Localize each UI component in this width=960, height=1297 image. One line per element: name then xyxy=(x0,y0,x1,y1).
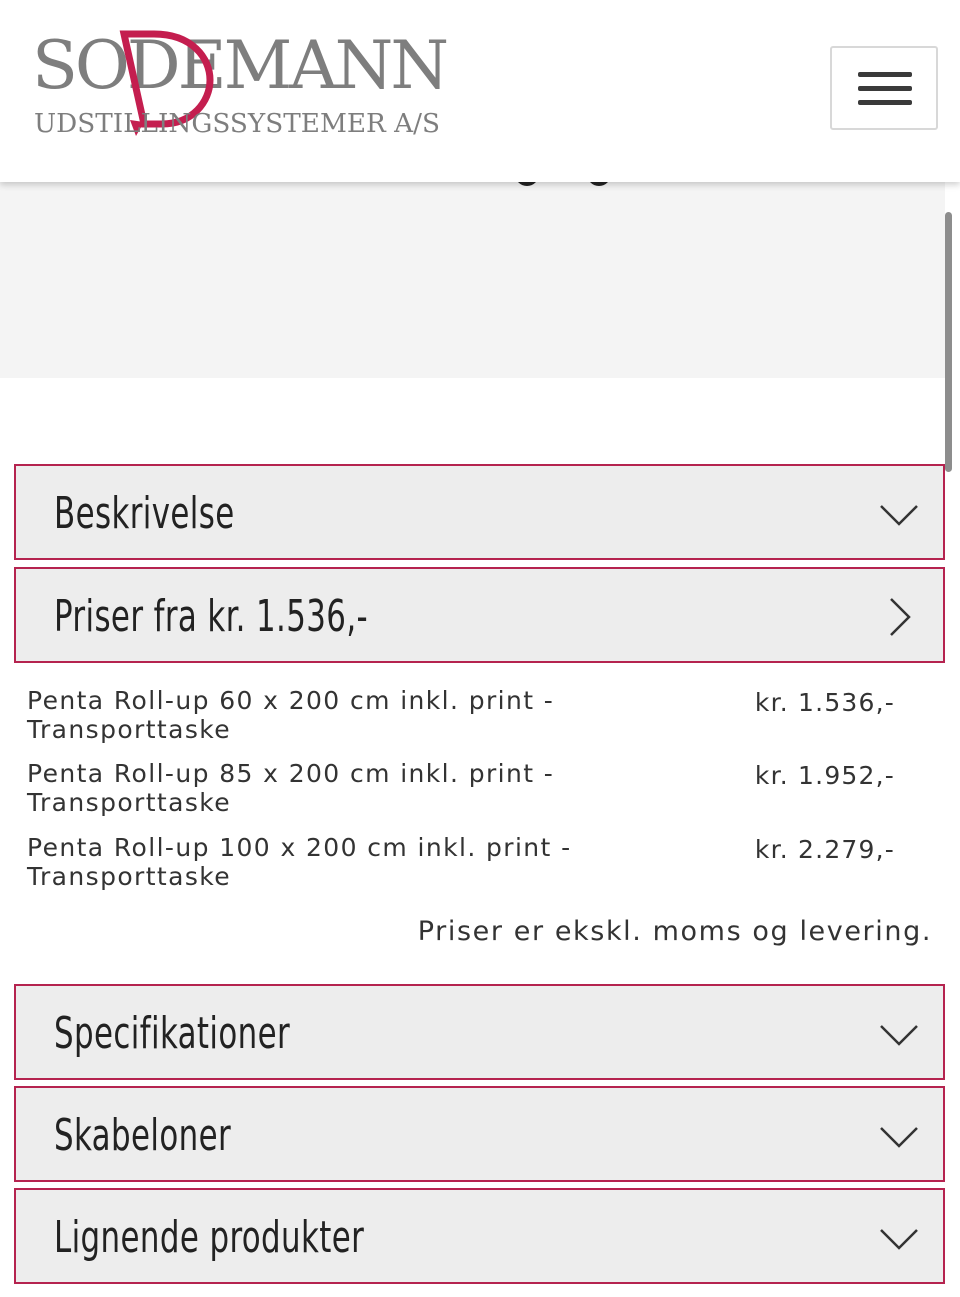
accordion-label: Skabeloner xyxy=(54,1110,232,1161)
price-disclaimer: Priser er ekskl. moms og levering. xyxy=(417,916,932,947)
accordion-skabeloner[interactable] xyxy=(14,1086,945,1182)
price-item-value: kr. 1.952,- xyxy=(754,761,895,790)
chevron-down-icon xyxy=(877,492,921,536)
price-item-value: kr. 1.536,- xyxy=(754,688,895,717)
accordion-label: Lignende produkter xyxy=(54,1212,365,1263)
page-scrollbar[interactable] xyxy=(945,212,952,472)
accordion-label: Beskrivelse xyxy=(54,488,235,539)
svg-text:SODEMANN: SODEMANN xyxy=(32,27,447,104)
chevron-down-icon xyxy=(877,1216,921,1260)
accordion-label: Specifikationer xyxy=(54,1008,291,1059)
chevron-down-icon xyxy=(877,1114,921,1158)
accordion-specifikationer[interactable] xyxy=(14,984,945,1080)
hamburger-bar xyxy=(858,100,912,105)
price-list-item xyxy=(27,833,907,893)
price-item-value: kr. 2.279,- xyxy=(754,835,895,864)
hamburger-menu-button[interactable] xyxy=(830,46,938,130)
price-item-name: Penta Roll-up 100 x 200 cm inkl. print - Transporttaske xyxy=(27,833,572,891)
accordion-priser[interactable] xyxy=(14,567,945,663)
chevron-right-icon xyxy=(877,595,921,639)
price-item-name: Penta Roll-up 60 x 200 cm inkl. print - Transporttaske xyxy=(27,686,555,744)
price-list-item xyxy=(27,686,907,746)
logo-graphic xyxy=(32,24,462,144)
price-list-item xyxy=(27,759,907,819)
accordion-beskrivelse[interactable] xyxy=(14,464,945,560)
site-header xyxy=(0,0,960,182)
hamburger-bar xyxy=(858,86,912,91)
accordion-label: Priser fra kr. 1.536,- xyxy=(54,591,369,642)
sodemann-logo[interactable] xyxy=(32,24,462,144)
product-image-area xyxy=(0,182,945,378)
accordion-lignende-produkter[interactable] xyxy=(14,1188,945,1284)
chevron-down-icon xyxy=(877,1012,921,1056)
svg-text:UDSTILLINGSSYSTEMER A/S: UDSTILLINGSSYSTEMER A/S xyxy=(34,109,440,139)
hamburger-bar xyxy=(858,72,912,77)
price-item-name: Penta Roll-up 85 x 200 cm inkl. print - Transporttaske xyxy=(27,759,555,817)
